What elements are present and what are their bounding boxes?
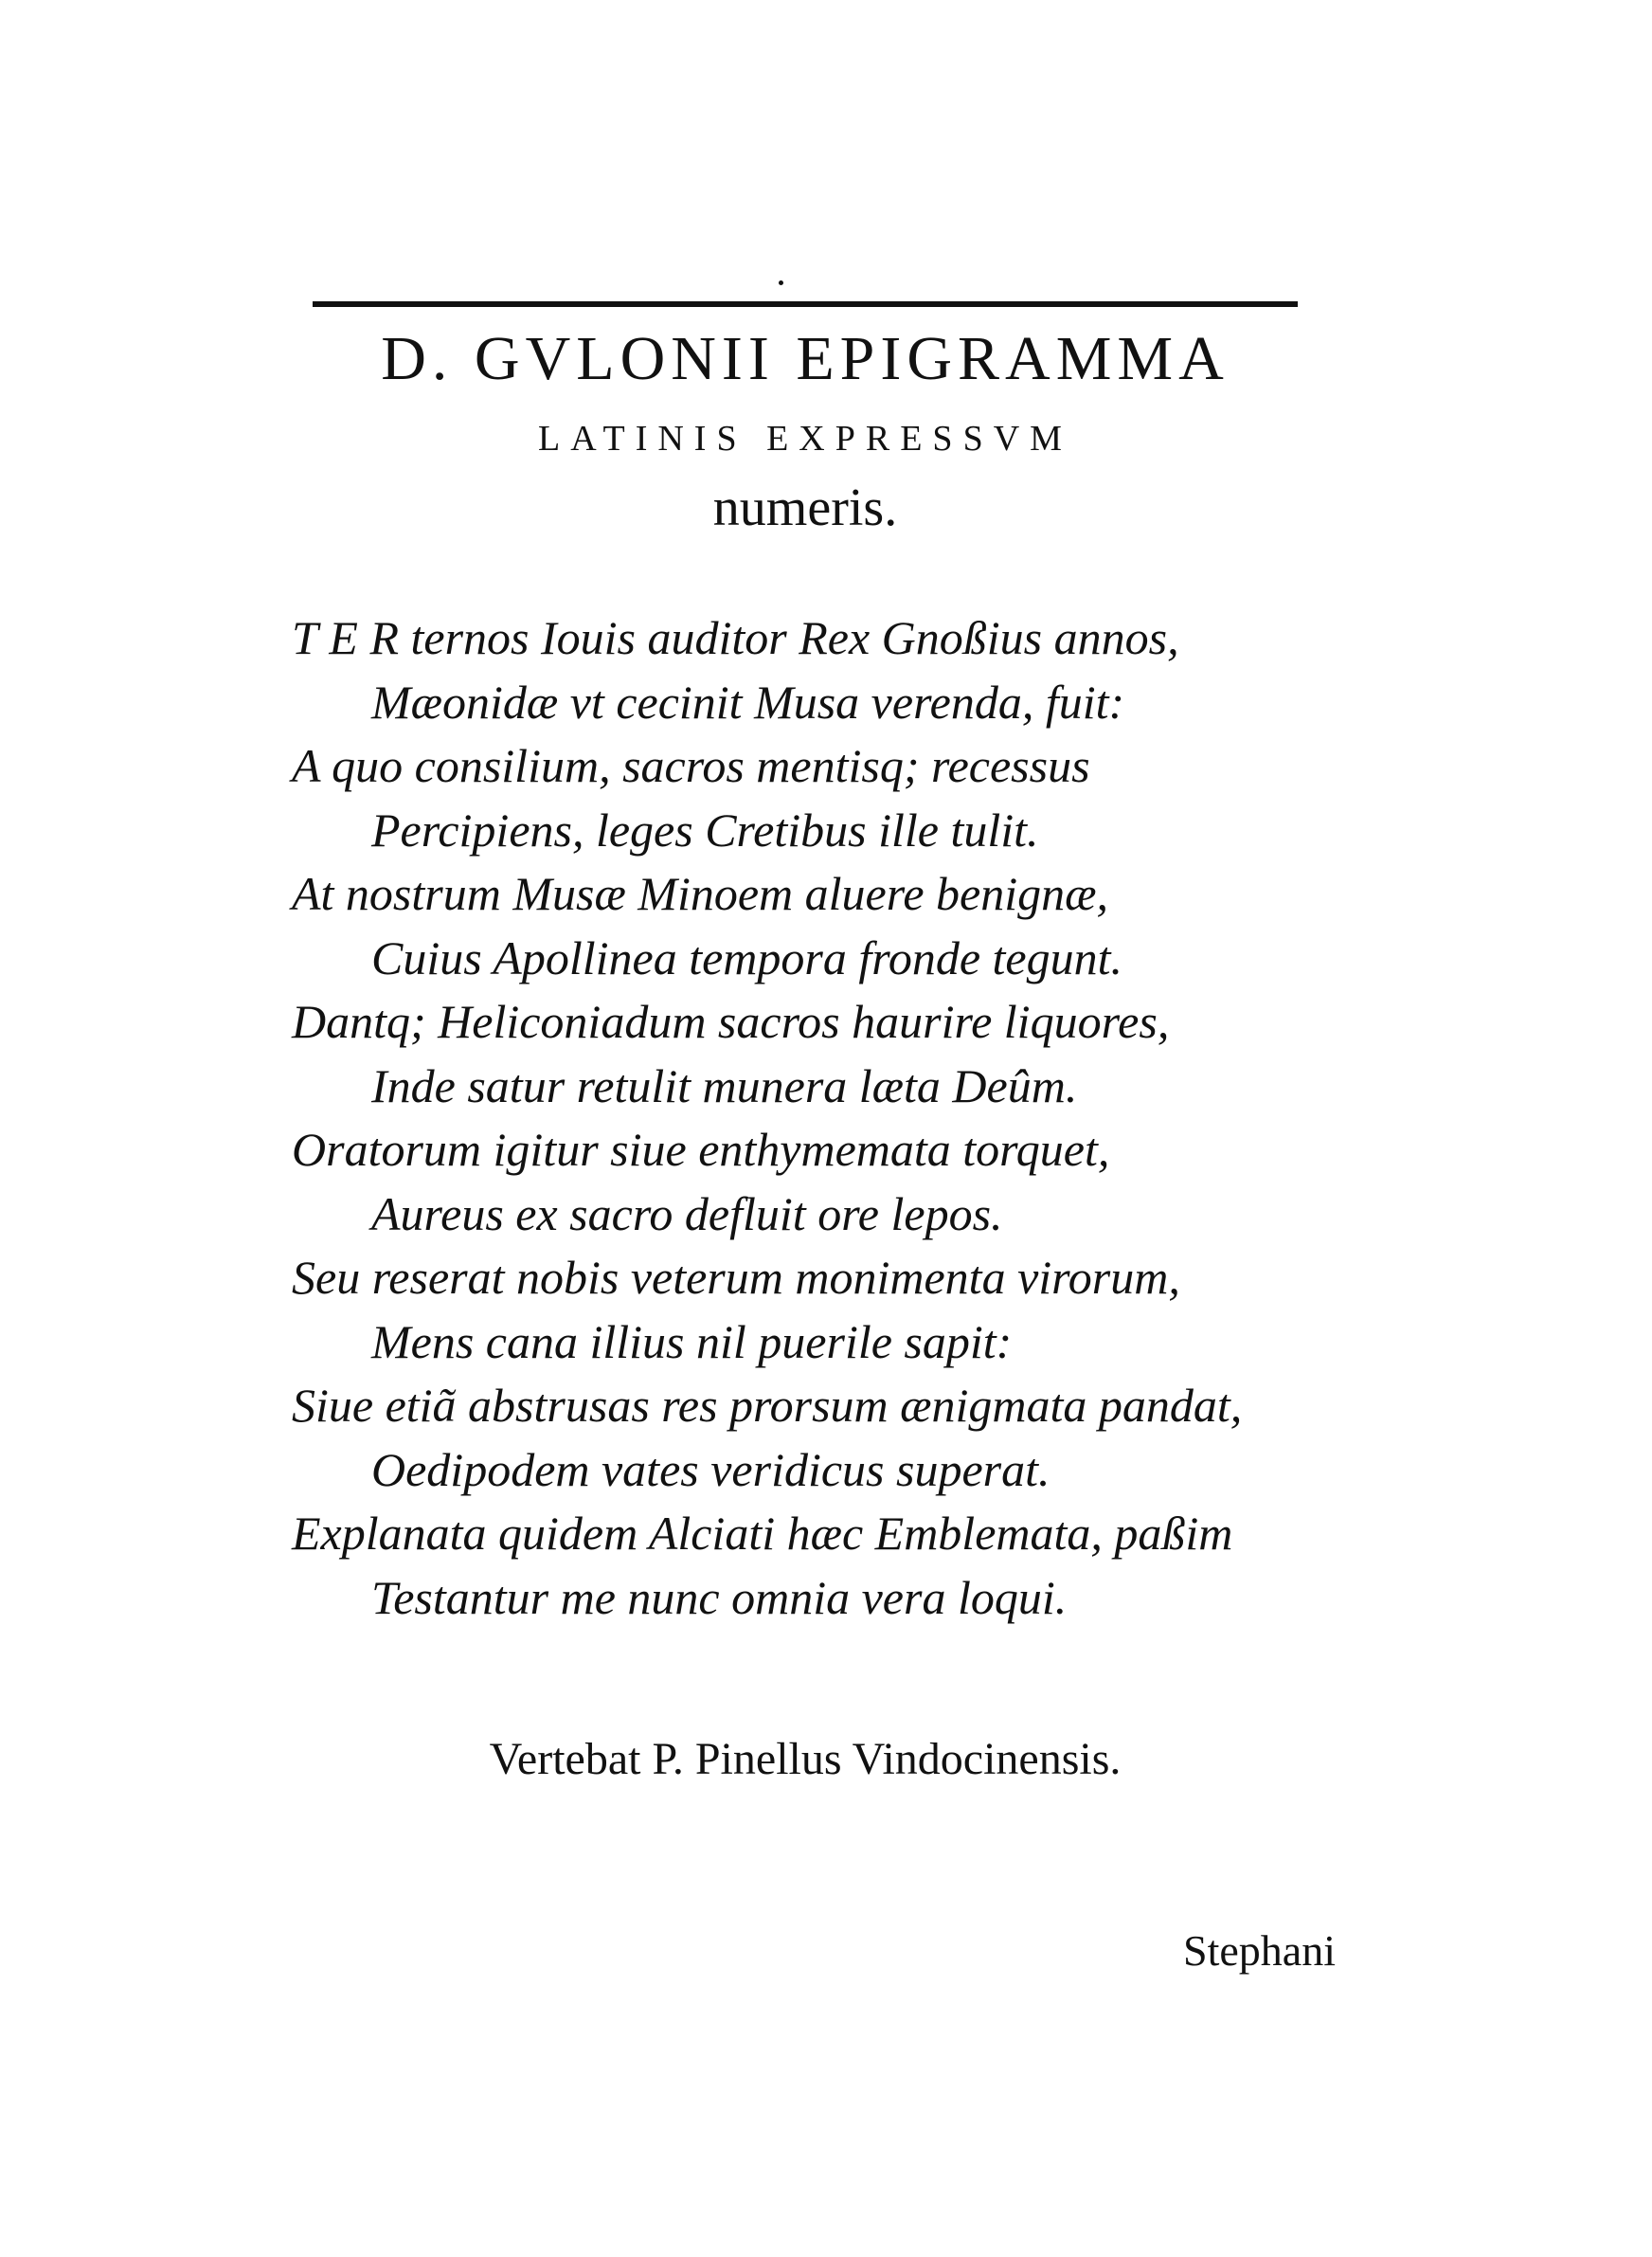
poem-line: T E R ternos Iouis auditor Rex Gnoßius annos, <box>292 611 1179 664</box>
poem-line: Aureus ex sacro defluit ore lepos. <box>371 1186 1003 1240</box>
poem-line: Dantq; Heliconiadum sacros haurire liquores, <box>292 995 1170 1048</box>
poem-line: Siue etiã abstrusas res prorsum ænigmata pandat, <box>292 1379 1243 1432</box>
poem-line: Inde satur retulit munera læta Deûm. <box>371 1058 1078 1112</box>
header-rule <box>313 301 1298 307</box>
poem-line: A quo consilium, sacros mentisq; recessus <box>292 739 1090 792</box>
poem-line: Percipiens, leges Cretibus ille tulit. <box>371 803 1039 857</box>
poem-line: Mæonidæ vt cecinit Musa verenda, fuit: <box>371 675 1125 729</box>
poem-line: Mens cana illius nil puerile sapit: <box>371 1314 1013 1368</box>
poem-line: Oratorum igitur siue enthymemata torquet, <box>292 1123 1110 1176</box>
poem-line: Cuius Apollinea tempora fronde tegunt. <box>371 930 1123 984</box>
poem-line: Seu reserat nobis veterum monimenta virorum, <box>292 1251 1180 1304</box>
page-title: D. GVLONII EPIGRAMMA <box>381 324 1230 393</box>
page-subtitle: LATINIS EXPRESSVM <box>538 419 1072 459</box>
catchword: Stephani <box>1183 1926 1336 1975</box>
poem-line: Testantur me nunc omnia vera loqui. <box>371 1570 1068 1624</box>
page-subtitle-numeris: numeris. <box>712 478 898 537</box>
poem-line: Explanata quidem Alciati hæc Emblemata, paßim <box>292 1507 1233 1560</box>
poem-line: At nostrum Musæ Minoem aluere benignæ, <box>292 867 1108 920</box>
printer-dot-ornament <box>779 280 783 285</box>
epigram-poem <box>292 606 1372 1630</box>
translator-attribution: Vertebat P. Pinellus Vindocinensis. <box>489 1734 1122 1784</box>
poem-line: Oedipodem vates veridicus superat. <box>371 1442 1050 1496</box>
